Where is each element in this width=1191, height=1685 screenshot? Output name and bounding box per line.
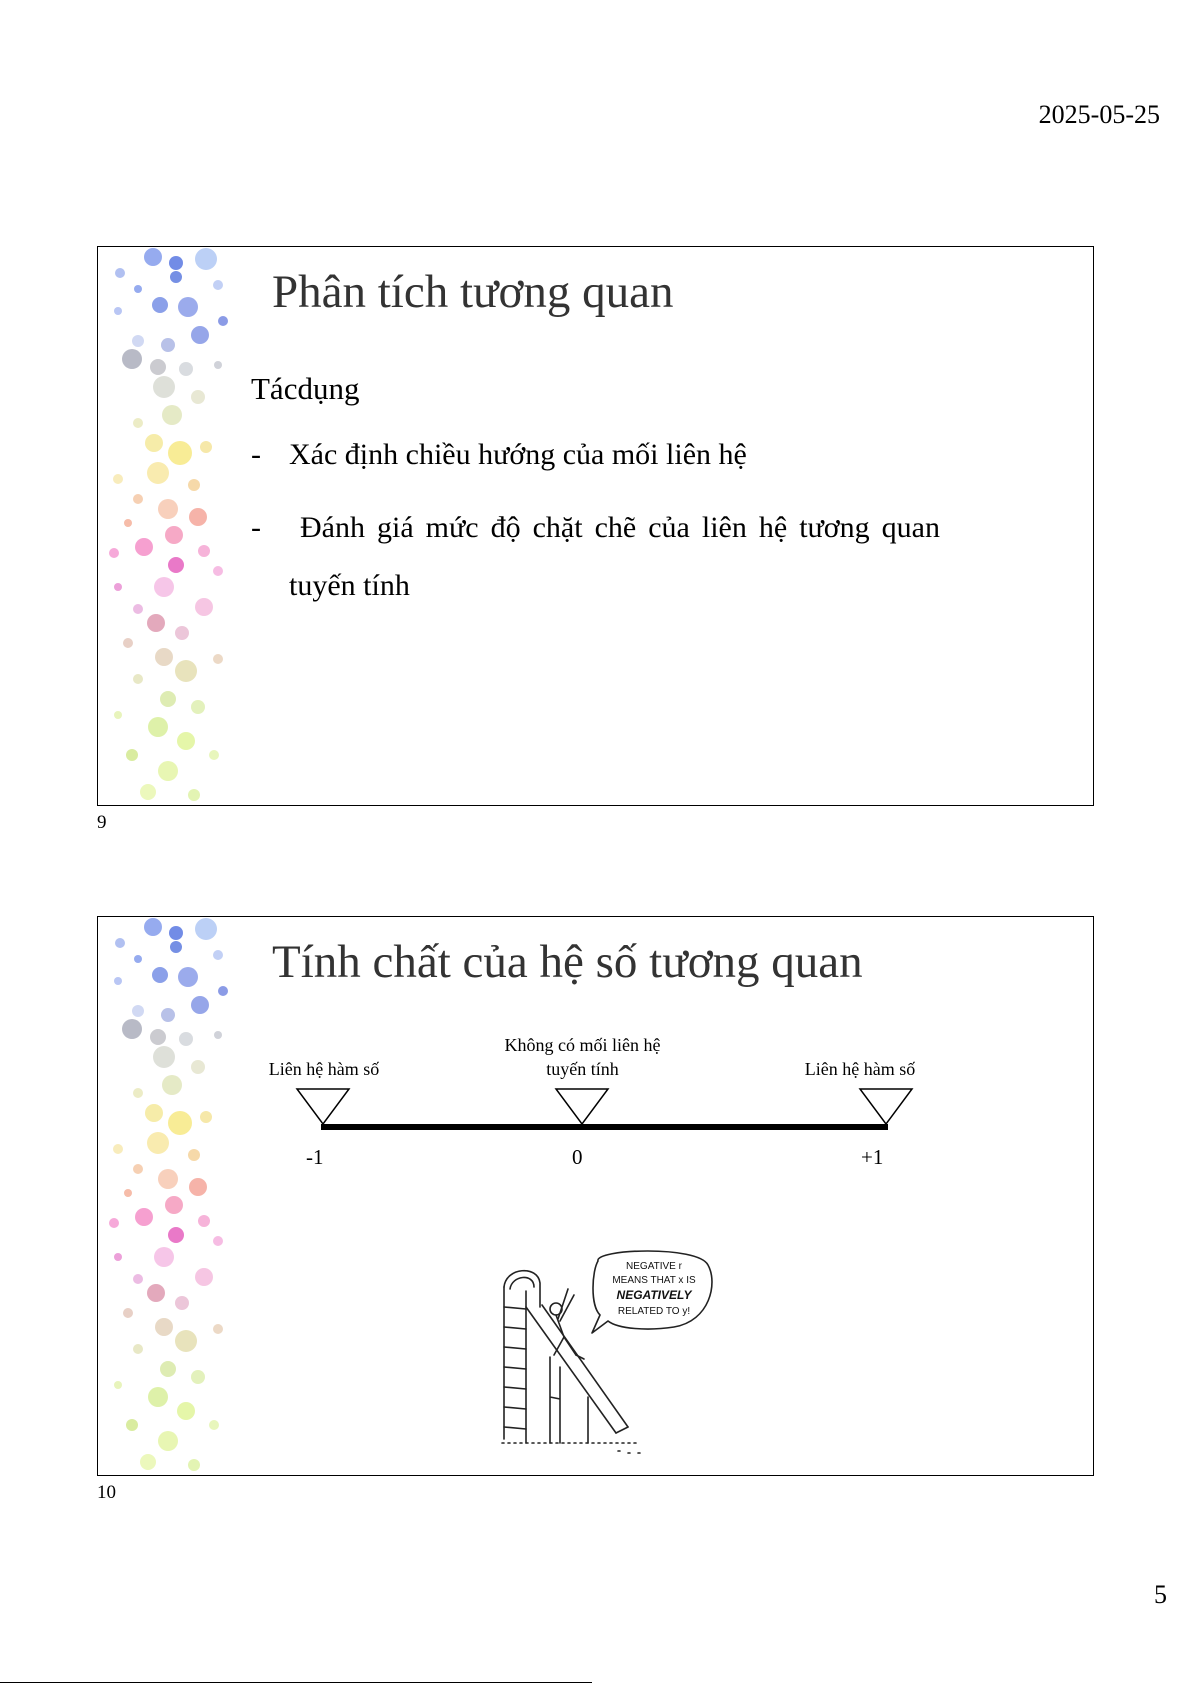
header-date: 2025-05-25 [1038, 100, 1160, 129]
slide-10 [97, 916, 1094, 1476]
bubble-decoration [98, 247, 248, 806]
slide-cartoon-illustration [498, 1247, 728, 1462]
bullet-item [251, 511, 289, 545]
bullet-continuation: tuyến tính [289, 569, 410, 602]
marker-left [297, 1089, 349, 1124]
bullet-text: Xác định chiều hướng của mối liên hệ [289, 438, 747, 471]
bullet-dash: - [251, 511, 261, 544]
scale-label-center [470, 1033, 695, 1081]
speech-line-2: MEANS THAT x IS [612, 1275, 696, 1286]
speech-line-4: RELATED TO y! [617, 1306, 691, 1317]
slide-number: 10 [97, 1482, 116, 1503]
slide-number: 9 [97, 812, 107, 833]
bullet-item [251, 438, 747, 472]
speech-line-3: NEGATIVELY [616, 1288, 692, 1302]
marker-center [556, 1089, 608, 1124]
page-number: 5 [1154, 1580, 1167, 1609]
marker-right [860, 1089, 912, 1124]
bullet-dash: - [251, 438, 261, 471]
footer-rule [0, 1682, 592, 1683]
slide-title: Tính chất của hệ số tương quan [272, 936, 863, 988]
scale-label-center-line2: tuyến tính [546, 1059, 619, 1079]
scale-label-right: Liên hệ hàm số [804, 1059, 916, 1079]
tick-label-min: -1 [306, 1145, 324, 1169]
bullet-text: Đánh giá mức độ chặt chẽ của liên hệ tương quan [300, 511, 940, 544]
slide-subhead: Tácdụng [251, 371, 360, 406]
tick-label-max: +1 [861, 1145, 884, 1169]
scale-label-left: Liên hệ hàm số [268, 1059, 380, 1079]
scale-label-center-line1: Không có mối liên hệ [504, 1035, 661, 1055]
slide-title: Phân tích tương quan [272, 266, 674, 318]
slide-9 [97, 246, 1094, 806]
speech-line-1: NEGATIVE r [626, 1261, 682, 1272]
tick-label-zero: 0 [572, 1145, 583, 1169]
